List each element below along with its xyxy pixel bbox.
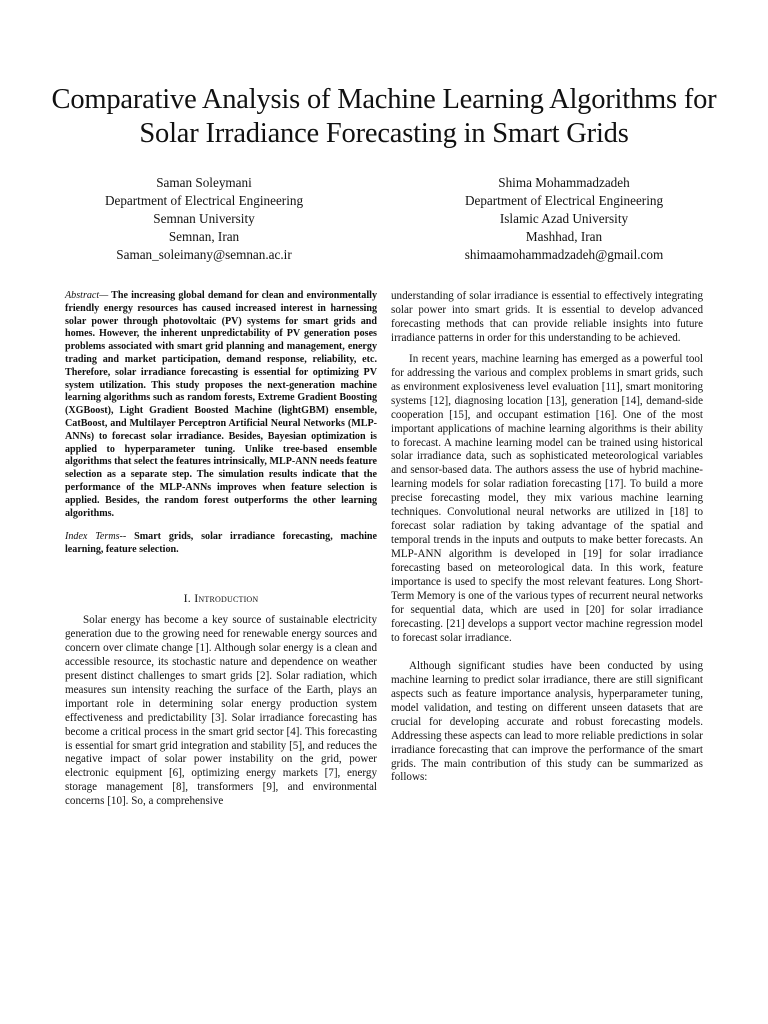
index-terms-lead: Index Terms-- <box>65 531 127 543</box>
section-heading-introduction <box>65 591 377 605</box>
author-block-2 <box>414 174 714 264</box>
abstract-text: The increasing global demand for clean and environmentally friendly energy resources has caused increased interest in harnessing solar power through photovoltaic (PV) systems for smart grids and homes. However, the inherent unpredictability of PV generation poses problems associated with smart grid planning and management, energy trading and market participation, demand response, reliability, etc. Therefore, solar irradiance forecasting is essential for optimizing PV system utilization. This study proposes the next-generation machine learning algorithms such as random forests, Extreme Gradient Boosting (XGBoost), Light Gradient Boosted Machine (lightGBM) ensemble, CatBoost, and Multilayer Perceptron Artificial Neural Networks (MLP-ANNs) to forecast solar irradiance. Besides, Bayesian optimization is applied to hyperparameter tuning. Unlike tree-based ensemble algorithms that select the features intrinsically, MLP-ANN needs feature selection as a separate step. The simulation results indicate that the performance of the MLP-ANNs improves when feature selection is applied. Besides, the random forest outperforms the other learning algorithms. <box>65 290 377 519</box>
paper-title: Comparative Analysis of Machine Learning Algorithms for Solar Irradiance Forecasting in Smart Grids <box>51 84 717 149</box>
author-department: Department of Electrical Engineering <box>104 193 304 208</box>
body-paragraph: Although significant studies have been conducted by using machine learning to predict solar irradiance, there are still significant aspects such as feature importance analysis, hyperparameter tuning, model validation, and testing on different unseen datasets that are crucial for developing accurate and robust forecasting models. Addressing these aspects can lead to more reliable predictions in solar irradiance forecasting that can improve the performance of the smart grids. The main contribution of this study can be summarized as follows: <box>391 659 703 784</box>
author-name: Shima Mohammadzadeh <box>498 175 630 190</box>
left-column <box>65 290 377 809</box>
index-terms <box>65 531 377 557</box>
body-paragraph: In recent years, machine learning has emerged as a powerful tool for addressing the various and complex problems in smart grids, such as environment explosiveness level evaluation [11], smart monitoring systems [12], diagnosing location [13], generation [14], demand-side cooperation [15], and occupant estimation [16]. One of the most important applications of machine learning algorithms is their ability to forecast. A machine learning model can be trained using historical solar irradiance data, such as sophisticated meteorological variables and sensor-based data. The authors assess the use of hybrid machine-learning models for solar radiation forecasting [17]. To build a more precise forecasting model, they mix various machine learning techniques. Convolutional neural networks are utilized in [18] to forecast solar radiation by taking advantage of the spatial and temporal trends in the inputs and outputs to make better forecasts. An MLP-ANN algorithm is developed in [19] for solar irradiance forecasting based on meteorological data. In this work, feature importance is used to specify the most relevant features. Long Short-Term Memory is one of the various types of recurrent neural networks for sequential data, which are used in [20] for solar irradiance forecasting. [21] develops a support vector machine regression model to forecast solar irradiance. <box>391 352 703 644</box>
author-name: Saman Soleymani <box>156 175 252 190</box>
right-column <box>391 290 703 785</box>
body-paragraph: Solar energy has become a key source of sustainable electricity generation due to the growing need for renewable energy sources and concern over climate change [1]. Although solar energy is a clean and accessible resource, its stochastic nature and dependence on weather present distinct challenges to smart grids [2]. Solar radiation, which measures sun intensity reaching the surface of the Earth, plays an important role in determining solar energy production system effectiveness and predictability [3]. Solar irradiance forecasting has become a critical process in the smart grid sector [4]. This forecasting is essential for smart grid integration and stability [5], and reduces the negative impact of solar power instability on the grid, power electronic equipment [6], optimizing energy markets [7], energy storage management [8], transformers [9], and environmental concerns [10]. So, a comprehensive <box>65 613 377 808</box>
section-title: Introduction <box>194 590 259 605</box>
author-university: Semnan University <box>153 211 255 226</box>
body-paragraph: understanding of solar irradiance is essential to effectively integrating solar power into smart grids. It is essential to develop advanced forecasting methods that can provide reliable insights into future irradiance patterns in order for this understanding to be achieved. <box>391 290 703 344</box>
author-email: Saman_soleimany@semnan.ac.ir <box>116 247 292 262</box>
author-email: shimaamohammadzadeh@gmail.com <box>464 247 664 262</box>
abstract <box>65 290 377 520</box>
author-department: Department of Electrical Engineering <box>464 193 664 208</box>
author-location: Semnan, Iran <box>168 229 240 244</box>
author-location: Mashhad, Iran <box>525 229 603 244</box>
index-terms-text: Smart grids, solar irradiance forecasting, machine learning, feature selection. <box>65 531 378 556</box>
author-block-1 <box>54 174 354 264</box>
section-number: I. <box>183 590 192 605</box>
author-university: Islamic Azad University <box>499 211 629 226</box>
abstract-lead: Abstract— <box>65 290 109 301</box>
